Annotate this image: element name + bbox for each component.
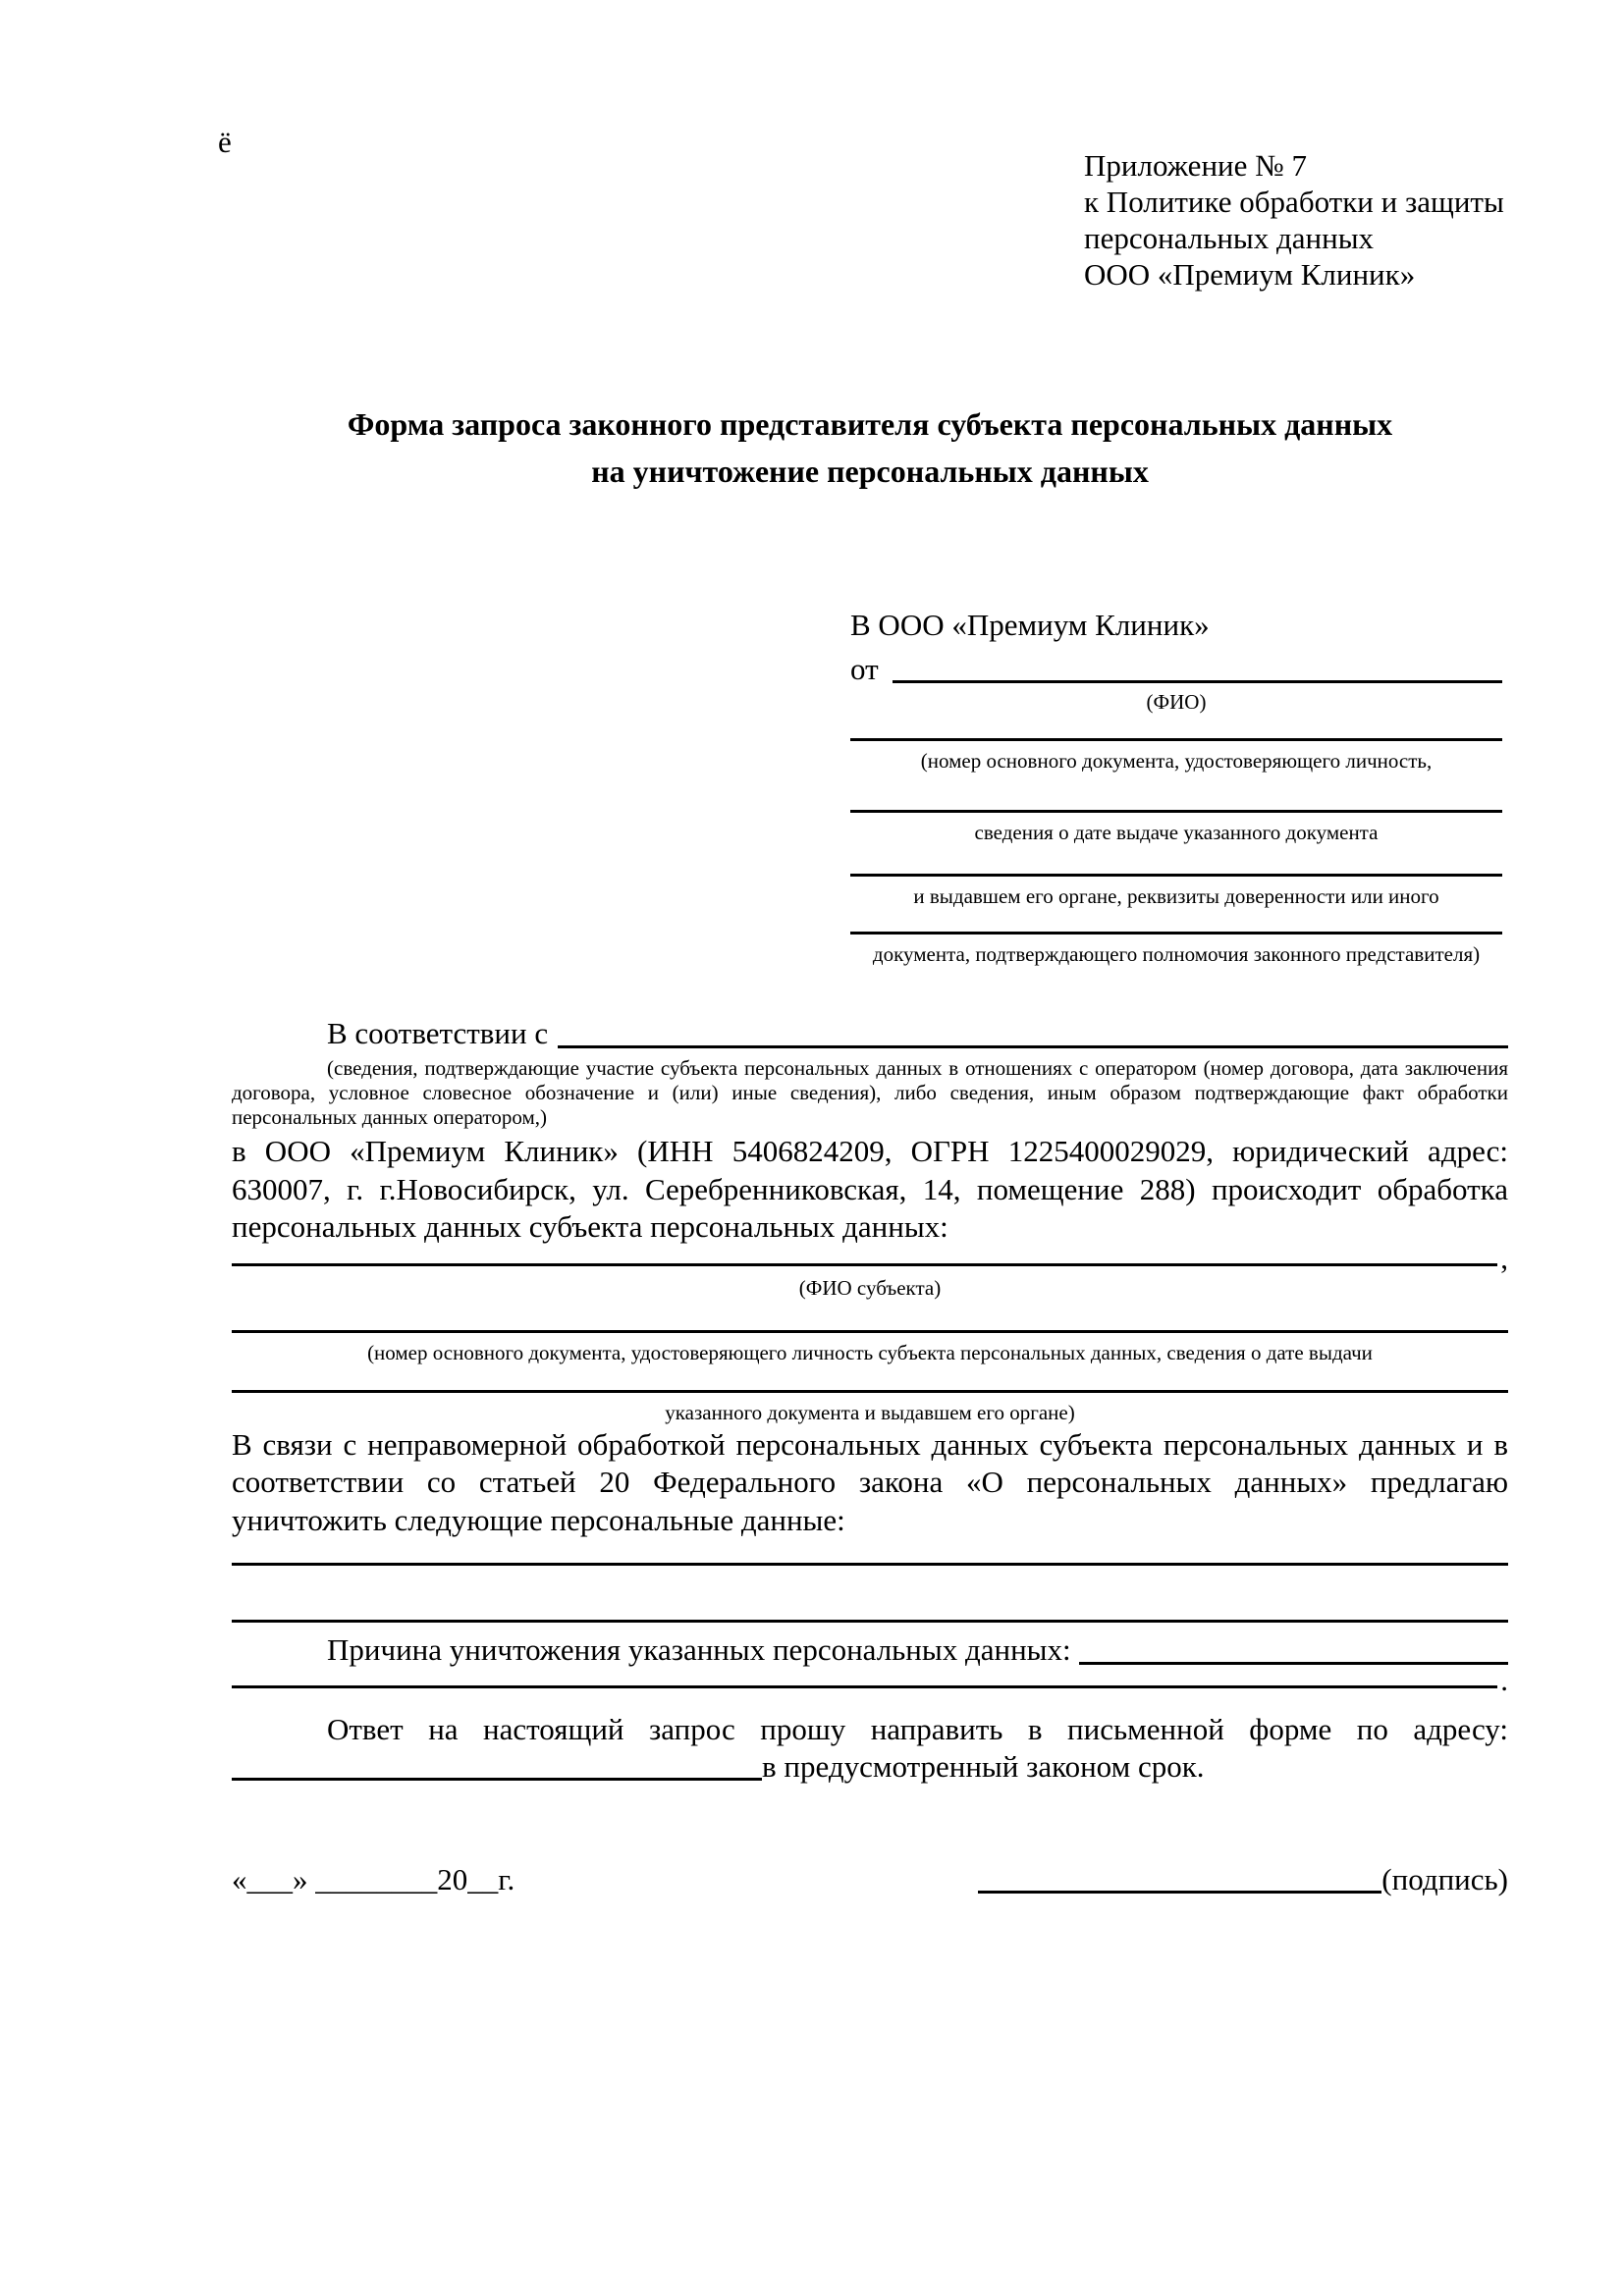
appendix-line-4: ООО «Премиум Клиник»: [1084, 257, 1416, 292]
destroy-request-paragraph: В связи с неправомерной обработкой персональных данных субъекта персональных данных и в соответствии со статьей 20 Федерального закона «О персональных данных» предлагаю уничтожить следующие персональные данные:: [232, 1426, 1508, 1537]
accordance-label: В соответствии с: [327, 1016, 549, 1050]
answer-tail-text: в предусмотренный законом срок.: [762, 1749, 1205, 1784]
appendix-line-1: Приложение № 7: [1084, 148, 1307, 183]
reason-blank-line-1: [1079, 1662, 1508, 1665]
subject-doc-caption-2: указанного документа и выдавшем его органе): [665, 1400, 1075, 1424]
subject-fio-row: [232, 1240, 1508, 1275]
reason-continuation-row: [232, 1663, 1508, 1697]
representative-doc-blank-line-3: [850, 874, 1502, 877]
reason-period: .: [1500, 1663, 1508, 1697]
footer-row: [232, 1861, 1508, 1898]
answer-address-row: [232, 1748, 1508, 1786]
signature-group: [978, 1861, 1508, 1898]
representative-doc-caption-1: (номер основного документа, удостоверяющего личность,: [920, 749, 1433, 773]
form-title-line-2: на уничтожение персональных данных: [591, 454, 1149, 489]
representative-doc-blank-line-4: [850, 932, 1502, 934]
main-body: [232, 1001, 1508, 1786]
subject-doc-caption-1: (номер основного документа, удостоверяющего личность субъекта персональных данных, сведения о дате выдачи: [367, 1340, 1373, 1364]
from-blank-line: [893, 680, 1502, 683]
representative-doc-caption-2: сведения о дате выдаче указанного документа: [974, 821, 1379, 844]
signature-caption: (подпись): [1381, 1862, 1508, 1896]
stray-character: ё: [218, 125, 232, 159]
accordance-note: (сведения, подтверждающие участие субъекта персональных данных в отношениях с оператором (номер договора, дата заключения договора, условное словесное обозначение и (или) иные сведения), либо сведения, иным образом подтверждающие факт обработки персональных данных оператором,): [232, 1056, 1508, 1129]
date-line: «___» ________20__г.: [232, 1862, 515, 1896]
reason-label: Причина уничтожения указанных персональных данных:: [327, 1632, 1071, 1667]
subject-fio-blank-line: [232, 1263, 1497, 1266]
from-field-row: [850, 652, 1502, 687]
operator-paragraph: в ООО «Премиум Клиник» (ИНН 5406824209, ОГРН 1225400029029, юридический адрес: 630007, г. г.Новосибирск, ул. Серебренниковская, 14, помещение 288) происходит обработка персональных данных субъекта персональных данных:: [232, 1134, 1508, 1244]
addressee-block: [850, 601, 1502, 966]
form-title-line-1: Форма запроса законного представителя субъекта персональных данных: [347, 406, 1393, 442]
form-title: [232, 400, 1508, 495]
destroy-data-blank-line-1: [232, 1563, 1508, 1566]
appendix-header-block: [1084, 147, 1504, 293]
subject-fio-caption: (ФИО субъекта): [798, 1275, 942, 1300]
reason-row: [232, 1631, 1508, 1669]
representative-doc-caption-3: и выдавшем его органе, реквизиты доверенности или иного: [913, 884, 1439, 908]
answer-request-line: Ответ на настоящий запрос прошу направить в письменной форме по адресу:: [327, 1712, 1508, 1746]
addressee-to-line: В ООО «Премиум Клиник»: [850, 608, 1210, 642]
subject-doc-blank-line-2: [232, 1390, 1508, 1393]
appendix-line-3: персональных данных: [1084, 221, 1375, 255]
subject-fio-comma: ,: [1500, 1240, 1508, 1275]
from-label: от: [850, 652, 879, 686]
accordance-row: [232, 1015, 1508, 1052]
representative-doc-caption-4: документа, подтверждающего полномочия законного представителя): [872, 942, 1481, 966]
fio-caption: (ФИО): [1146, 690, 1207, 714]
reason-blank-line-2: [232, 1685, 1497, 1688]
signature-blank-line: [978, 1891, 1381, 1894]
destroy-data-blank-line-2: [232, 1620, 1508, 1623]
accordance-blank-line: [558, 1045, 1508, 1048]
subject-doc-blank-line-1: [232, 1330, 1508, 1333]
representative-doc-blank-line-2: [850, 810, 1502, 813]
representative-doc-blank-line-1: [850, 738, 1502, 741]
appendix-line-2: к Политике обработки и защиты: [1084, 185, 1504, 219]
answer-address-blank-line: [232, 1778, 762, 1781]
